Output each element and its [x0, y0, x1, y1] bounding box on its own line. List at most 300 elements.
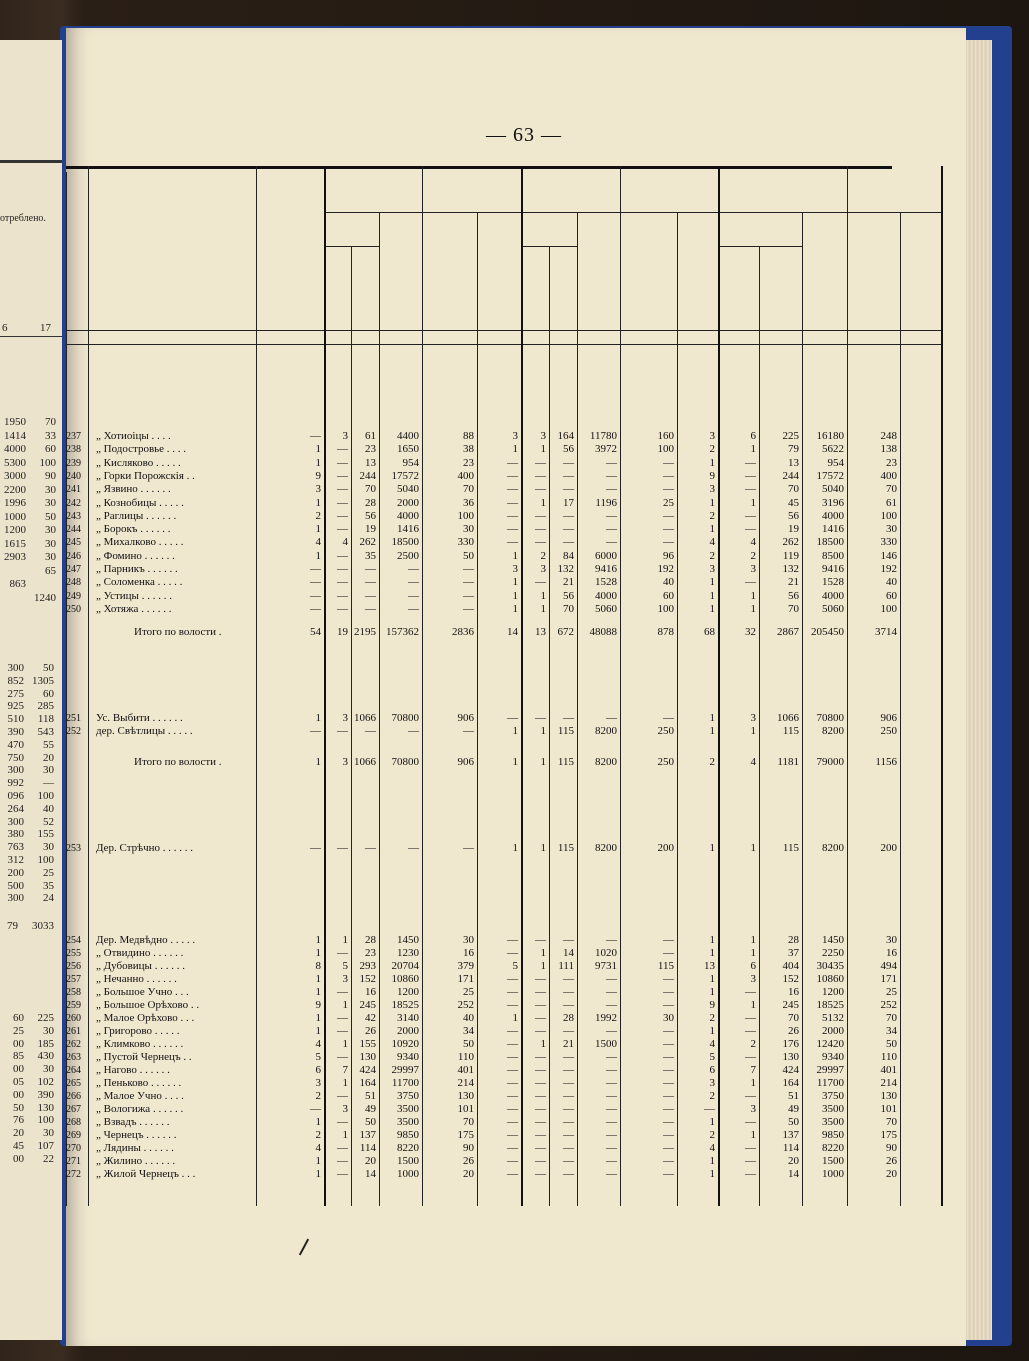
left-value-b: 40	[43, 802, 54, 815]
cell-col-16: 29997	[816, 1064, 844, 1076]
cell-col-14: 1	[750, 934, 756, 946]
cell-col-7: 34	[463, 1025, 474, 1037]
total-col-8: 14	[507, 626, 518, 638]
cell-col-13: 2	[709, 1090, 715, 1102]
cell-col-5: 35	[365, 549, 376, 562]
cell-col-11: —	[606, 523, 617, 536]
cell-col-15: 28	[788, 934, 799, 946]
left-value-a: 380	[7, 828, 24, 841]
cell-col-4: —	[337, 986, 348, 998]
cell-col-5: 23	[365, 443, 376, 456]
cell-col-6: —	[408, 589, 419, 602]
cell-col-6: 9850	[397, 1129, 419, 1141]
cell-col-11: 1992	[595, 1012, 617, 1024]
cell-col-14: 1	[750, 947, 756, 959]
cell-col-3: 4	[315, 536, 321, 549]
row-number: 267	[66, 1104, 81, 1115]
left-value-b: 52	[43, 815, 54, 828]
cell-col-10: —	[563, 999, 574, 1011]
cell-col-14: 6	[750, 960, 756, 972]
total-col-16: 205450	[811, 626, 844, 638]
cell-col-3: 9	[315, 999, 321, 1011]
cell-col-7: —	[463, 725, 474, 738]
settlement-name: „ Соломенка . . . . .	[96, 576, 183, 589]
row-number: 249	[66, 590, 81, 602]
left-value-b: 3033	[32, 920, 54, 932]
cell-col-7: 100	[457, 509, 474, 522]
cell-col-17: 906	[880, 712, 897, 724]
row-number: 256	[66, 961, 81, 972]
cell-col-10: —	[563, 986, 574, 998]
cell-col-6: 5040	[397, 483, 419, 496]
left-value-b: 155	[37, 828, 54, 841]
cell-col-12: —	[663, 947, 674, 959]
cell-col-8: —	[507, 1077, 518, 1089]
cell-col-12: —	[663, 1168, 674, 1180]
cell-col-17: 50	[886, 1038, 897, 1050]
row-number: 271	[66, 1156, 81, 1167]
cell-col-10: —	[563, 1051, 574, 1063]
total-col-17: 1156	[875, 756, 897, 768]
total-col-10: 672	[557, 626, 574, 638]
left-value-b: 90	[45, 470, 56, 482]
cell-col-15: 56	[788, 509, 799, 522]
cell-col-10: 21	[563, 576, 574, 589]
cell-col-9: —	[535, 1116, 546, 1128]
cell-col-7: —	[463, 602, 474, 615]
cell-col-6: 3750	[397, 1090, 419, 1102]
cell-col-12: —	[663, 973, 674, 985]
cell-col-12: 40	[663, 576, 674, 589]
cell-col-17: 146	[880, 549, 897, 562]
total-col-7: 906	[457, 756, 474, 768]
cell-col-17: 175	[880, 1129, 897, 1141]
cell-col-14: —	[745, 1090, 756, 1102]
cell-col-7: 40	[463, 1012, 474, 1024]
cell-col-12: —	[663, 1155, 674, 1167]
total-col-6: 70800	[391, 756, 419, 768]
cell-col-4: —	[337, 1025, 348, 1037]
cell-col-5: —	[365, 589, 376, 602]
cell-col-15: 114	[782, 1142, 799, 1154]
cell-col-9: —	[535, 1155, 546, 1167]
cell-col-11: —	[606, 1168, 617, 1180]
cell-col-9: —	[535, 1064, 546, 1076]
cell-col-12: —	[663, 1038, 674, 1050]
left-col-number: 6	[2, 322, 8, 334]
cell-col-10: —	[563, 1090, 574, 1102]
cell-col-16: 4000	[822, 589, 844, 602]
cell-col-13: —	[704, 1103, 715, 1115]
cell-col-9: —	[535, 576, 546, 589]
settlement-name: „ Малое Орѣхово . . .	[96, 1012, 195, 1024]
cell-col-12: 192	[657, 563, 674, 575]
cell-col-16: 3500	[822, 1103, 844, 1115]
settlement-name: „ Наговo . . . . . .	[96, 1064, 170, 1076]
total-label: Итого по волости .	[134, 756, 222, 768]
total-col-10: 115	[557, 756, 574, 768]
cell-col-11: 8200	[595, 842, 617, 854]
left-value-a: 2903	[4, 551, 26, 563]
cell-col-13: 4	[709, 1038, 715, 1050]
cell-col-3: 2	[315, 1090, 321, 1102]
table-top-rule	[66, 166, 892, 169]
cell-col-14: 1	[750, 443, 756, 456]
cell-col-5: 23	[365, 947, 376, 959]
cell-col-9: —	[535, 536, 546, 549]
cell-col-5: 13	[365, 456, 376, 469]
cell-col-4: 1	[342, 1077, 348, 1089]
cell-col-11: —	[606, 1090, 617, 1102]
cell-col-17: 20	[886, 1168, 897, 1180]
cell-col-5: —	[365, 563, 376, 575]
cell-col-5: 1066	[354, 712, 376, 724]
cell-col-11: 1020	[595, 947, 617, 959]
cell-col-13: 1	[709, 589, 715, 602]
cell-col-5: 152	[359, 973, 376, 985]
left-value-a: 25	[13, 1024, 24, 1037]
cell-col-4: 1	[342, 1038, 348, 1050]
total-col-4: 3	[342, 756, 348, 768]
cell-col-6: —	[408, 576, 419, 589]
left-value-b: 130	[37, 1101, 54, 1114]
cell-col-4: —	[337, 469, 348, 482]
cell-col-4: 5	[342, 960, 348, 972]
cell-col-10: 164	[557, 430, 574, 442]
cell-col-5: 14	[365, 1168, 376, 1180]
cell-col-13: 1	[709, 602, 715, 615]
cell-col-7: 20	[463, 1168, 474, 1180]
cell-col-5: 16	[365, 986, 376, 998]
cell-col-8: —	[507, 1116, 518, 1128]
table-row	[66, 603, 946, 616]
left-value-a: 1996	[4, 497, 26, 509]
cell-col-16: 1200	[822, 986, 844, 998]
cell-col-17: 70	[886, 1012, 897, 1024]
cell-col-8: —	[507, 986, 518, 998]
left-value-b: 24	[43, 892, 54, 905]
cell-col-4: —	[337, 1142, 348, 1154]
left-page-fragment	[0, 40, 62, 1340]
cell-col-10: 28	[563, 1012, 574, 1024]
left-value-b: 35	[43, 879, 54, 892]
cell-col-3: —	[310, 576, 321, 589]
table-row	[66, 1116, 946, 1129]
cell-col-11: —	[606, 1129, 617, 1141]
table-row	[66, 842, 946, 855]
left-value-b: 100	[37, 1114, 54, 1127]
left-value-b: 100	[37, 790, 54, 802]
row-number: 270	[66, 1143, 81, 1154]
cell-col-10: 115	[557, 842, 574, 854]
settlement-name: Дер. Стрѣчно . . . . . .	[96, 842, 194, 854]
cell-col-7: —	[463, 842, 474, 854]
section-total-row	[66, 756, 946, 770]
cell-col-6: 9340	[397, 1051, 419, 1063]
cell-col-3: 1	[315, 947, 321, 959]
cell-col-4: —	[337, 456, 348, 469]
cell-col-4: —	[337, 523, 348, 536]
settlement-name: „ Раглицы . . . . . .	[96, 509, 177, 522]
cell-col-4: —	[337, 443, 348, 456]
total-col-13: 68	[704, 626, 715, 638]
cell-col-5: 28	[365, 934, 376, 946]
cell-col-4: —	[337, 483, 348, 496]
cell-col-14: —	[745, 1116, 756, 1128]
settlement-name: „ Лядины . . . . . .	[96, 1142, 174, 1154]
cell-col-3: 4	[315, 1038, 321, 1050]
cell-col-12: —	[663, 934, 674, 946]
left-value-a: 45	[13, 1140, 24, 1152]
cell-col-4: 1	[342, 1129, 348, 1141]
cell-col-7: 130	[457, 1090, 474, 1102]
cell-col-3: —	[310, 842, 321, 854]
cell-col-14: —	[745, 986, 756, 998]
cell-col-10: 56	[563, 443, 574, 456]
total-col-13: 2	[709, 756, 715, 768]
cell-col-3: —	[310, 602, 321, 615]
left-value-a: 1000	[4, 510, 26, 523]
left-value-a: 00	[13, 1037, 24, 1050]
cell-col-8: —	[507, 1155, 518, 1167]
cell-col-14: —	[745, 1025, 756, 1037]
cell-col-17: 90	[886, 1142, 897, 1154]
left-value-a: 5300	[4, 456, 26, 469]
cell-col-5: 137	[359, 1129, 376, 1141]
settlement-name: „ Фомино . . . . . .	[96, 549, 175, 562]
cell-col-14: 3	[750, 1103, 756, 1115]
left-value-b: 1305	[32, 674, 54, 687]
cell-col-11: —	[606, 1155, 617, 1167]
cell-col-6: 18500	[391, 536, 419, 549]
cell-col-3: 1	[315, 443, 321, 456]
row-number: 261	[66, 1026, 81, 1037]
cell-col-8: —	[507, 509, 518, 522]
left-value-a: 76	[13, 1114, 24, 1127]
cell-col-15: 152	[782, 973, 799, 985]
total-col-9: 1	[540, 756, 546, 768]
cell-col-12: —	[663, 1064, 674, 1076]
cell-col-5: —	[365, 842, 376, 854]
cell-col-11: 1196	[595, 496, 617, 509]
cell-col-7: —	[463, 589, 474, 602]
row-number: 254	[66, 935, 81, 946]
cell-col-16: 17572	[816, 469, 844, 482]
cell-col-13: 9	[709, 999, 715, 1011]
settlement-name: „ Пеньково . . . . . .	[96, 1077, 182, 1089]
table-row	[66, 1103, 946, 1116]
cell-col-12: 115	[657, 960, 674, 972]
cell-col-6: 4000	[397, 509, 419, 522]
cell-col-13: 2	[709, 1012, 715, 1024]
cell-col-13: 4	[709, 536, 715, 549]
cell-col-10: —	[563, 523, 574, 536]
cell-col-17: 40	[886, 576, 897, 589]
cell-col-12: —	[663, 1025, 674, 1037]
left-value-b: 1240	[34, 591, 56, 604]
cell-col-12: —	[663, 536, 674, 549]
cell-col-5: 114	[359, 1142, 376, 1154]
cell-col-3: 8	[315, 960, 321, 972]
cell-col-13: 2	[709, 549, 715, 562]
cell-col-8: —	[507, 456, 518, 469]
cell-col-7: 175	[457, 1129, 474, 1141]
cell-col-9: —	[535, 523, 546, 536]
cell-col-11: —	[606, 1064, 617, 1076]
row-number: 255	[66, 948, 81, 959]
left-value-a: 4000	[4, 443, 26, 455]
cell-col-14: 2	[750, 549, 756, 562]
cell-col-11: 1528	[595, 576, 617, 589]
cell-col-16: 1500	[822, 1155, 844, 1167]
cell-col-16: 4000	[822, 509, 844, 522]
cell-col-13: 6	[709, 1064, 715, 1076]
left-value-a: 85	[13, 1050, 24, 1063]
cell-col-7: 38	[463, 443, 474, 456]
cell-col-6: 954	[402, 456, 419, 469]
cell-col-5: 130	[359, 1051, 376, 1063]
cell-col-15: 404	[782, 960, 799, 972]
cell-col-7: 400	[457, 469, 474, 482]
cell-col-12: —	[663, 986, 674, 998]
left-value-b: 30	[43, 1127, 54, 1140]
cell-col-16: 3750	[822, 1090, 844, 1102]
cell-col-9: —	[535, 1129, 546, 1141]
cell-col-5: 155	[359, 1038, 376, 1050]
left-value-a: 300	[7, 662, 24, 674]
cell-col-13: 3	[709, 430, 715, 442]
cell-col-12: 160	[657, 430, 674, 442]
left-value-b: 30	[45, 524, 56, 536]
table-row	[66, 457, 946, 470]
cell-col-9: 1	[540, 960, 546, 972]
cell-col-5: 26	[365, 1025, 376, 1037]
cell-col-13: 1	[709, 456, 715, 469]
cell-col-6: 8220	[397, 1142, 419, 1154]
cell-col-9: —	[535, 1012, 546, 1024]
table-row	[66, 1155, 946, 1168]
cell-col-16: 11700	[816, 1077, 844, 1089]
cell-col-3: 1	[315, 549, 321, 562]
cell-col-11: —	[606, 469, 617, 482]
cell-col-4: 4	[342, 536, 348, 549]
cell-col-11: 1500	[595, 1038, 617, 1050]
cell-col-3: 1	[315, 1168, 321, 1180]
settlement-name: „ Кознобицы . . . . .	[96, 496, 184, 509]
settlement-name: „ Вологижа . . . . . .	[96, 1103, 184, 1115]
cell-col-12: —	[663, 456, 674, 469]
cell-col-13: 1	[709, 496, 715, 509]
cell-col-9: —	[535, 469, 546, 482]
cell-col-9: 1	[540, 1038, 546, 1050]
left-value-b: 107	[37, 1140, 54, 1152]
cell-col-8: 1	[512, 576, 518, 589]
cell-col-13: 1	[709, 1155, 715, 1167]
total-col-11: 8200	[595, 756, 617, 768]
table-row	[66, 1129, 946, 1142]
row-number: 243	[66, 510, 81, 522]
cell-col-15: 424	[782, 1064, 799, 1076]
cell-col-4: —	[337, 1155, 348, 1167]
cell-col-12: —	[663, 712, 674, 724]
cell-col-14: —	[745, 1051, 756, 1063]
cell-col-9: 1	[540, 725, 546, 738]
cell-col-15: 245	[782, 999, 799, 1011]
left-value-a: 05	[13, 1076, 24, 1088]
settlement-name: „ Подостровье . . . .	[96, 443, 187, 456]
cell-col-8: 3	[512, 563, 518, 575]
cell-col-15: 130	[782, 1051, 799, 1063]
cell-col-14: —	[745, 1155, 756, 1167]
cell-col-5: 424	[359, 1064, 376, 1076]
cell-col-4: —	[337, 1012, 348, 1024]
row-number: 266	[66, 1091, 81, 1102]
cell-col-13: 1	[709, 973, 715, 985]
total-col-3: 1	[315, 756, 321, 768]
row-number: 246	[66, 550, 81, 562]
cell-col-7: 30	[463, 523, 474, 536]
settlement-name: дер. Свѣтлицы . . . . .	[96, 725, 193, 738]
header-rule-4	[66, 344, 941, 345]
total-col-15: 1181	[777, 756, 799, 768]
cell-col-6: 1450	[397, 934, 419, 946]
cell-col-14: 1	[750, 496, 756, 509]
row-number: 247	[66, 564, 81, 575]
cell-col-17: 61	[886, 496, 897, 509]
cell-col-11: —	[606, 712, 617, 724]
cell-col-17: 330	[880, 536, 897, 549]
cell-col-3: 1	[315, 496, 321, 509]
settlement-name: „ Отвидино . . . . . .	[96, 947, 184, 959]
cell-col-9: 3	[540, 430, 546, 442]
left-value-b: 30	[43, 1024, 54, 1037]
cell-col-6: —	[408, 725, 419, 738]
row-number: 241	[66, 484, 81, 496]
cell-col-12: —	[663, 1077, 674, 1089]
cell-col-3: —	[310, 563, 321, 575]
row-number: 251	[66, 713, 81, 724]
cell-col-17: 214	[880, 1077, 897, 1089]
left-value-b: 70	[45, 416, 56, 428]
cell-col-4: —	[337, 1116, 348, 1128]
cell-col-10: —	[563, 1168, 574, 1180]
settlement-name: „ Парникъ . . . . . .	[96, 563, 178, 575]
cell-col-16: 9340	[822, 1051, 844, 1063]
left-value-a: 200	[7, 866, 24, 879]
cell-col-10: —	[563, 973, 574, 985]
left-value-b: 225	[37, 1012, 54, 1024]
cell-col-10: —	[563, 934, 574, 946]
total-col-4: 19	[337, 626, 348, 638]
cell-col-15: 119	[782, 549, 799, 562]
cell-col-15: 1066	[777, 712, 799, 724]
cell-col-12: 100	[657, 443, 674, 456]
cell-col-9: 1	[540, 947, 546, 959]
cell-col-7: 214	[457, 1077, 474, 1089]
cell-col-14: 3	[750, 712, 756, 724]
row-number: 265	[66, 1078, 81, 1089]
cell-col-7: 906	[457, 712, 474, 724]
table-row	[66, 973, 946, 986]
cell-col-15: 51	[788, 1090, 799, 1102]
left-value-a: 300	[7, 764, 24, 777]
cell-col-6: 3140	[397, 1012, 419, 1024]
cell-col-9: —	[535, 712, 546, 724]
cell-col-3: 4	[315, 1142, 321, 1154]
cell-col-16: 18500	[816, 536, 844, 549]
cell-col-15: 21	[788, 576, 799, 589]
cell-col-8: —	[507, 1103, 518, 1115]
